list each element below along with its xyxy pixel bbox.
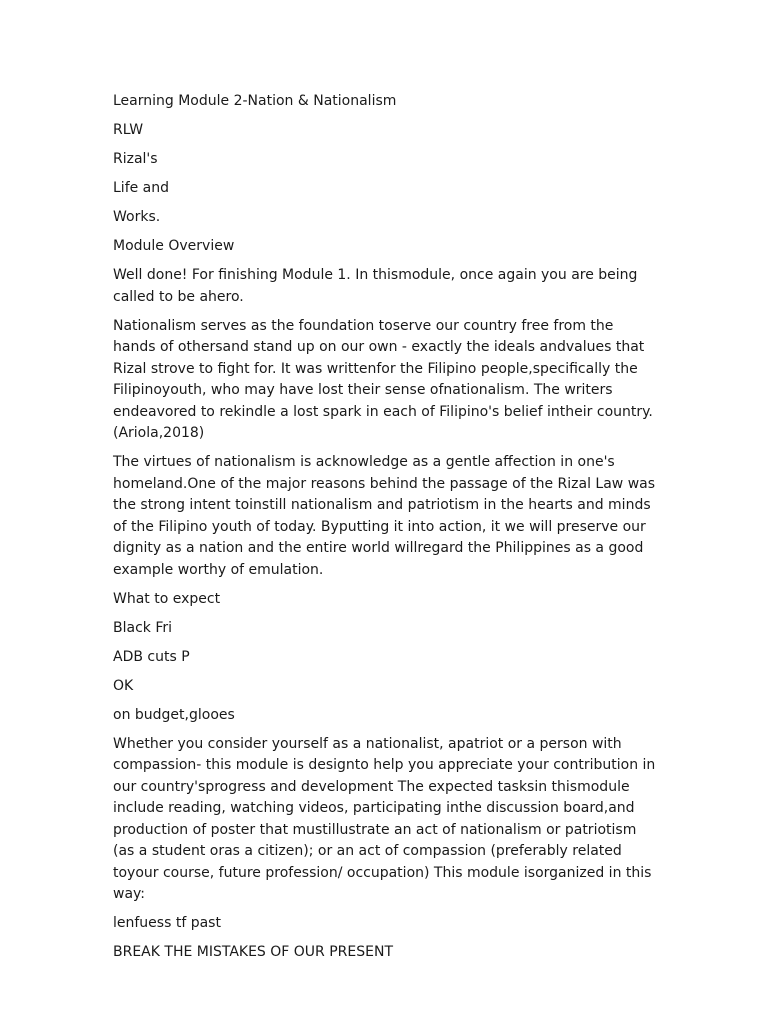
paragraph-module-structure: Whether you consider yourself as a nationalist, apatriot or a person with compassion- this module is designto help you appreciate your contribution in our country'sprogress and development The expected tasksin thismodule include reading, watching videos, participating inthe discussion board,and production of poster that mustillustrate an act of nationalism or patriotism (as a student oras a citizen); or an act of compassion (preferably related toyour course, future profession/ occupation) This module isorganized in this way: <box>113 735 656 902</box>
course-name-line-1: Rizal's <box>113 151 158 167</box>
text-line: on budget,glooes <box>113 706 235 723</box>
text-line: OK <box>113 677 134 694</box>
paragraph-nationalism: Nationalism serves as the foundation toserve our country free from the hands of othersand stand up on our own - exactly the ideals andvalues that Rizal strove to fight for. It was writtenfor the Filipino people,specifically the Filipinoyouth, who may have lost their sense ofnationalism. The writers endeavored to rekindle a lost spark in each of Filipino's belief intheir country. (Ariola,2018) <box>113 317 653 441</box>
text-line: lenfuess tf past <box>113 915 221 931</box>
course-code: RLW <box>113 122 144 138</box>
paragraph-virtues: The virtues of nationalism is acknowledge as a gentle affection in one's homeland.One of the major reasons behind the passage of the Rizal Law was the strong intent toinstill nationalism and patriotism in the hearts and minds of the Filipino youth of today. Byputting it into action, it we will preserve our dignity as a nation and the entire world willregard the Philippines as a good example worthy of emulation. <box>113 454 656 578</box>
text-line: ADB cuts P <box>113 648 190 665</box>
paragraph-intro: Well done! For finishing Module 1. In thismodule, once again you are being called to be ahero. <box>113 267 638 305</box>
text-line-heading: BREAK THE MISTAKES OF OUR PRESENT <box>113 944 393 960</box>
document-title: Learning Module 2-Nation & Nationalism <box>113 93 397 109</box>
course-name-line-3: Works. <box>113 209 161 225</box>
document-page <box>113 91 658 971</box>
section-heading-overview: Module Overview <box>113 238 235 254</box>
text-line: Black Fri <box>113 619 173 636</box>
course-name-line-2: Life and <box>113 180 170 196</box>
section-heading-expect: What to expect <box>113 590 221 607</box>
